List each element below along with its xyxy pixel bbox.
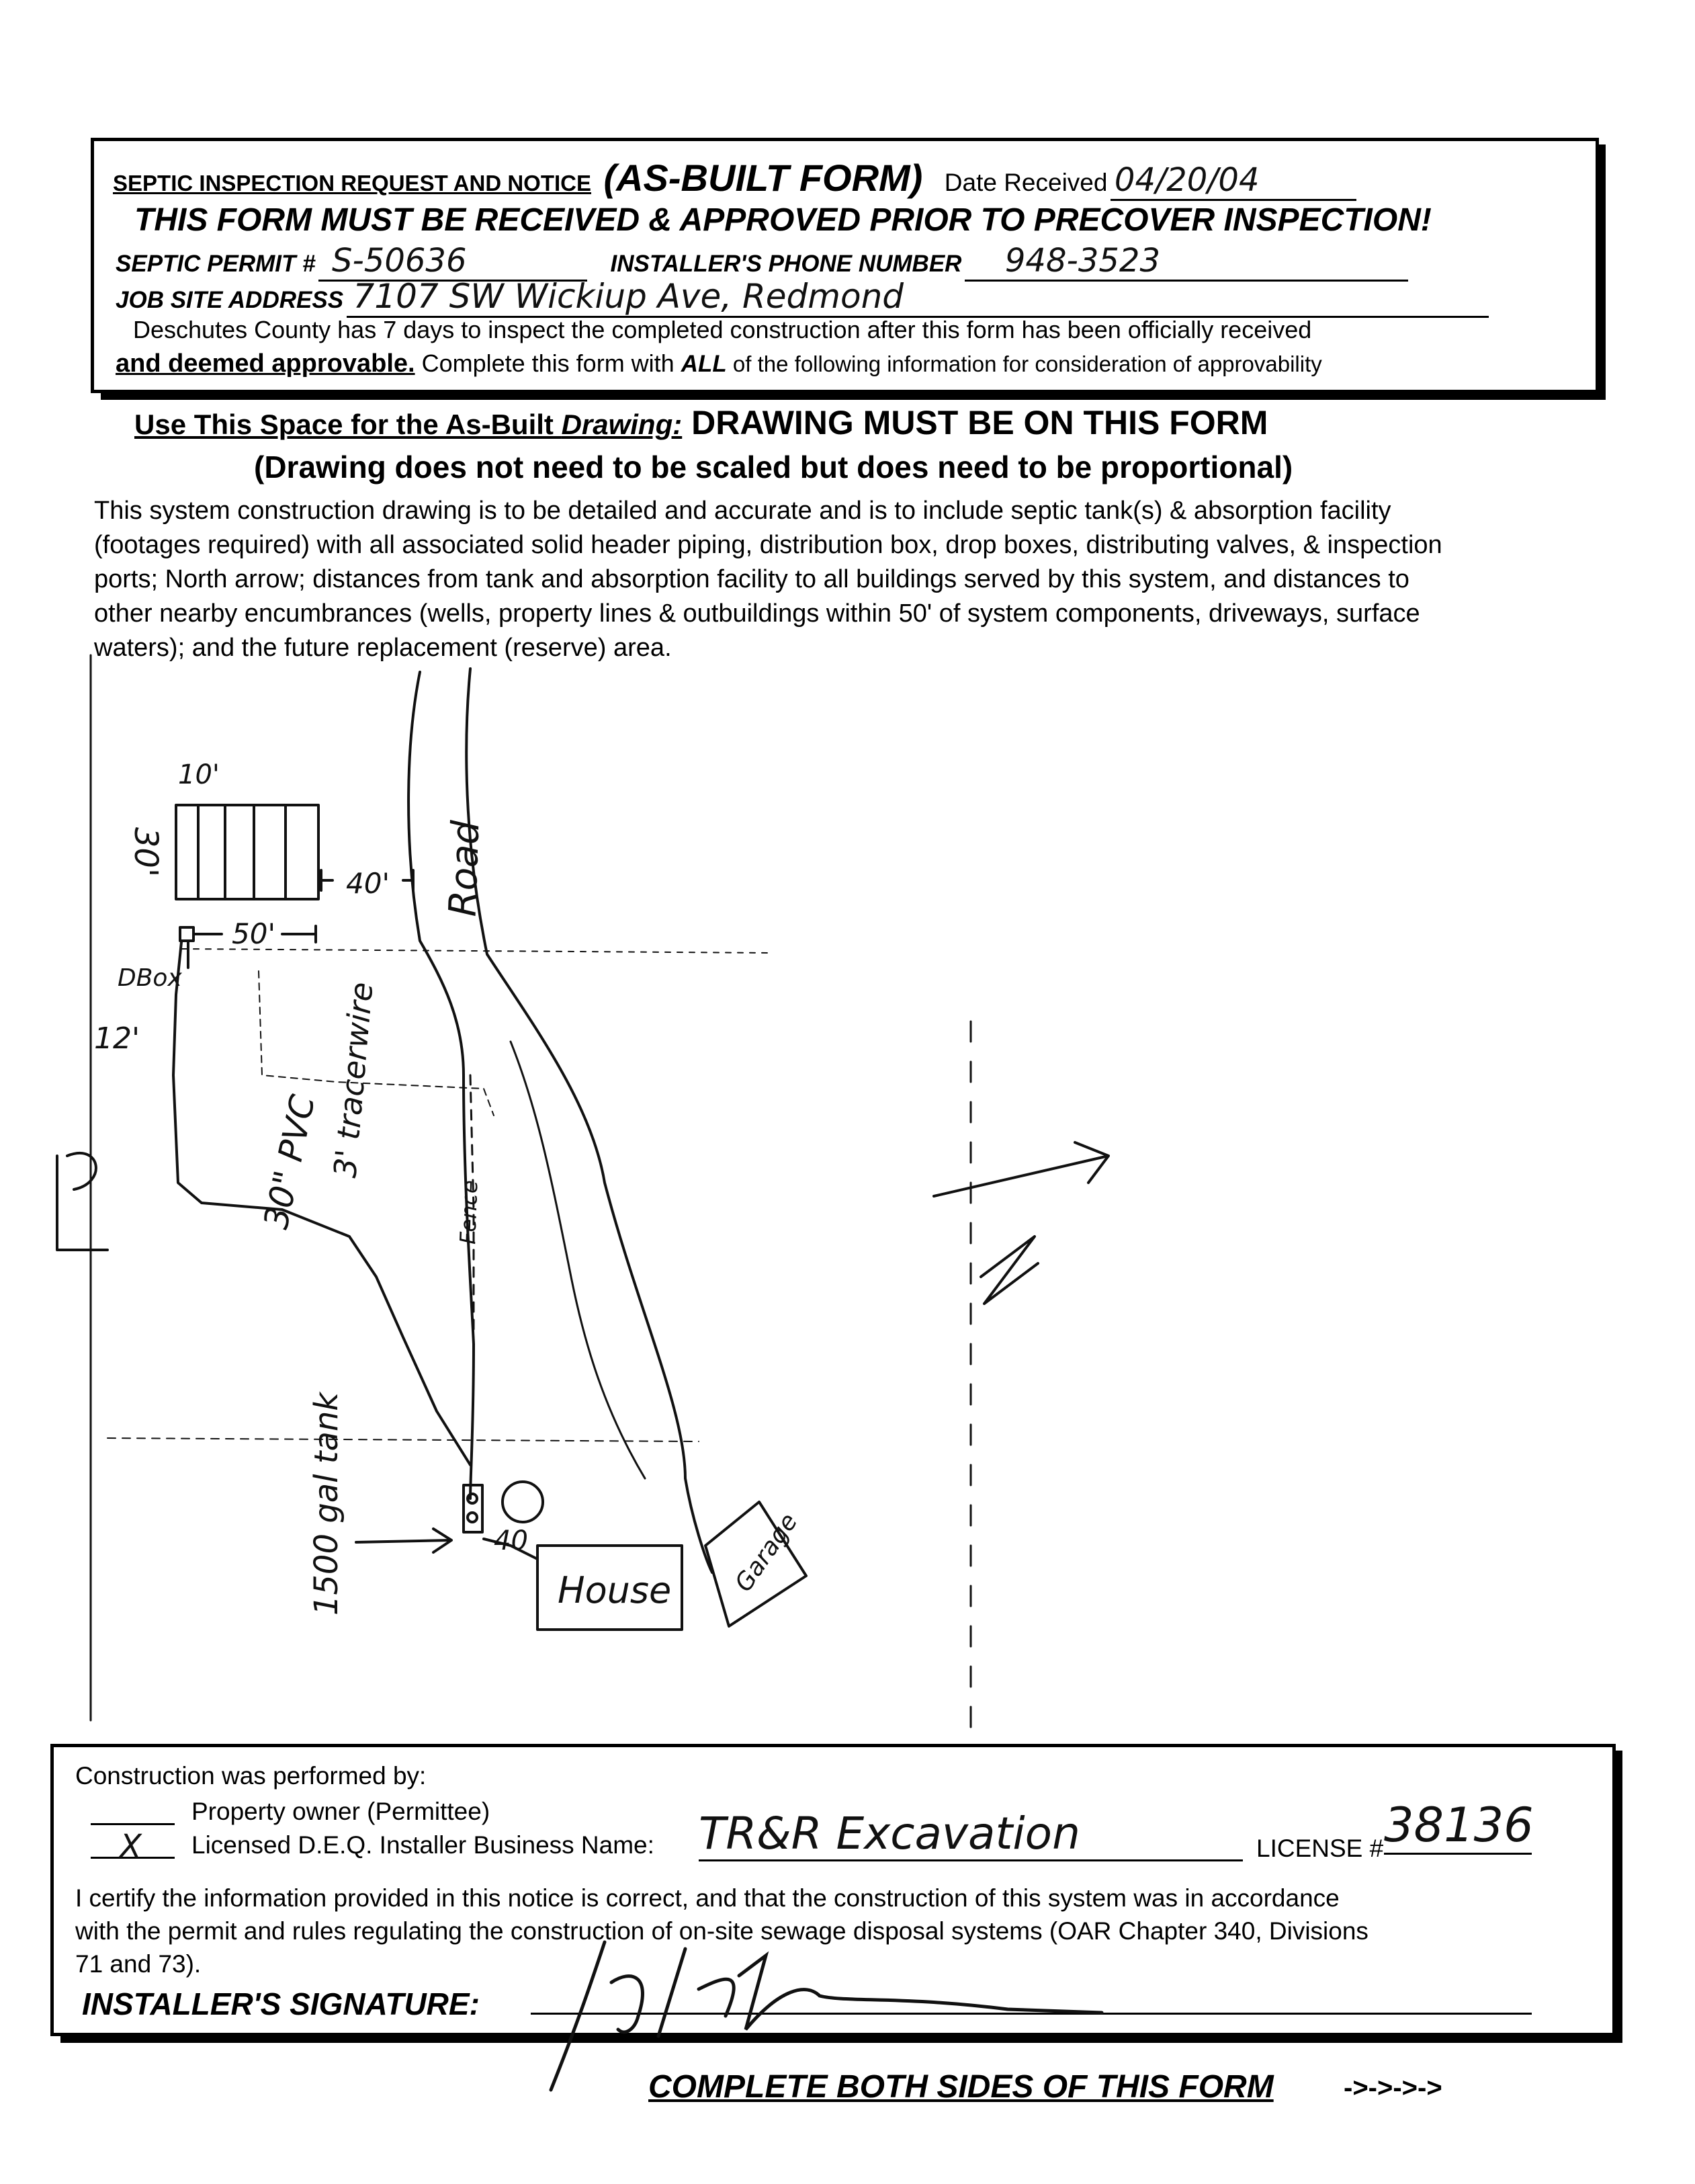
- notice-rest-a: Complete this form with: [415, 349, 681, 377]
- property-owner-blank: [91, 1823, 175, 1825]
- complete-both-sides: COMPLETE BOTH SIDES OF THIS FORM: [648, 2069, 1274, 2105]
- tank-label: 1500 gal tank: [308, 1392, 346, 1616]
- date-value: 04/20/04: [1111, 161, 1356, 201]
- north-arrow: [934, 1142, 1109, 1196]
- footer-arrows: ->->->->: [1344, 2073, 1442, 2103]
- dbox-label: DBox: [118, 964, 182, 992]
- property-owner-label: Property owner (Permittee): [191, 1798, 490, 1825]
- deemed-approvable: and deemed approvable.: [116, 349, 415, 378]
- drainfield-trenches: [198, 805, 286, 899]
- instructions-line-2: (footages required) with all associated solid header piping, distribution box, drop boxes, distributing valves, & inspection: [94, 531, 1442, 559]
- run-label: 50': [232, 917, 275, 950]
- fence-label: Fence: [455, 1179, 483, 1245]
- tracerwire-label: 3' tracerwire: [327, 980, 380, 1179]
- business-name-value: TR&R Excavation: [699, 1808, 1243, 1861]
- pipe-label: 30" PVC: [256, 1091, 323, 1232]
- use-space: Use This Space for the As-Built: [134, 409, 562, 440]
- north-n: [981, 1236, 1038, 1304]
- license-label: LICENSE #: [1256, 1835, 1384, 1862]
- garage-label: Garage: [730, 1508, 803, 1597]
- phone-label: INSTALLER'S PHONE NUMBER: [610, 251, 962, 277]
- length-label: 40': [346, 867, 390, 900]
- notice-rest-b: of the following information for consideration of approvability: [726, 351, 1322, 376]
- signature-label: INSTALLER'S SIGNATURE:: [82, 1986, 480, 2021]
- road-right-edge: [466, 669, 712, 1572]
- licensed-installer-label: Licensed D.E.Q. Installer Business Name:: [191, 1831, 654, 1859]
- road-inner-edge: [511, 1042, 645, 1478]
- performed-by: Construction was performed by:: [75, 1762, 427, 1790]
- instructions-line-3: ports; North arrow; distances from tank and absorption facility to all buildings served by this system, and distances to: [94, 565, 1409, 593]
- septic-tank: [464, 1485, 482, 1532]
- proportional-subhead: (Drawing does not need to be scaled but does need to be proportional): [254, 450, 1293, 485]
- permit-label: SEPTIC PERMIT #: [116, 251, 316, 277]
- drawing-word: Drawing:: [561, 409, 683, 440]
- installer-check-mark: X: [120, 1828, 142, 1865]
- as-built-title: (AS-BUILT FORM): [603, 157, 923, 199]
- address-label: JOB SITE ADDRESS: [116, 287, 344, 313]
- width-label: 10': [178, 759, 220, 790]
- license-value: 38136: [1384, 1798, 1532, 1855]
- permit-value: S-50636: [318, 242, 587, 282]
- margin-mark: [57, 1156, 107, 1250]
- certify-line-1: I certify the information provided in this notice is correct, and that the construction of this system was in accordance: [75, 1884, 1340, 1912]
- instructions-line-5: waters); and the future replacement (reserve) area.: [94, 634, 672, 662]
- property-line-bottom: [107, 1438, 699, 1441]
- must-receive-notice: THIS FORM MUST BE RECEIVED & APPROVED PRIOR TO PRECOVER INSPECTION!: [134, 202, 1432, 238]
- notice-all: ALL: [681, 351, 727, 377]
- date-label: Date Received: [944, 169, 1108, 196]
- spacing-label: 12': [94, 1021, 140, 1056]
- well-circle: [503, 1482, 543, 1522]
- tank-arrow: [356, 1529, 451, 1552]
- must-be-on-form: DRAWING MUST BE ON THIS FORM: [682, 404, 1268, 442]
- depth-label: 30': [127, 827, 165, 878]
- request-title: SEPTIC INSPECTION REQUEST AND NOTICE: [113, 171, 592, 196]
- certify-line-3: 71 and 73).: [75, 1950, 202, 1978]
- road-label: Road: [441, 819, 488, 918]
- tank-lid-2: [468, 1513, 477, 1522]
- instructions-line-4: other nearby encumbrances (wells, property lines & outbuildings within 50' of system components, driveways, surface: [94, 599, 1420, 628]
- certify-line-2: with the permit and rules regulating the construction of on-site sewage disposal systems (OAR Chapter 340, Divisions: [75, 1917, 1368, 1945]
- notice-line-1: Deschutes County has 7 days to inspect the completed construction after this form has been officially received: [133, 316, 1312, 343]
- tank-dist-label: 40: [494, 1525, 528, 1556]
- instructions-line-1: This system construction drawing is to be detailed and accurate and is to include septic tank(s) & absorption facility: [94, 497, 1391, 525]
- house-label: House: [558, 1569, 672, 1611]
- address-value: 7107 SW Wickiup Ave, Redmond: [347, 277, 1489, 318]
- pipe-run: [173, 942, 470, 1465]
- d-box: [180, 927, 193, 941]
- phone-value: 948-3523: [965, 242, 1408, 282]
